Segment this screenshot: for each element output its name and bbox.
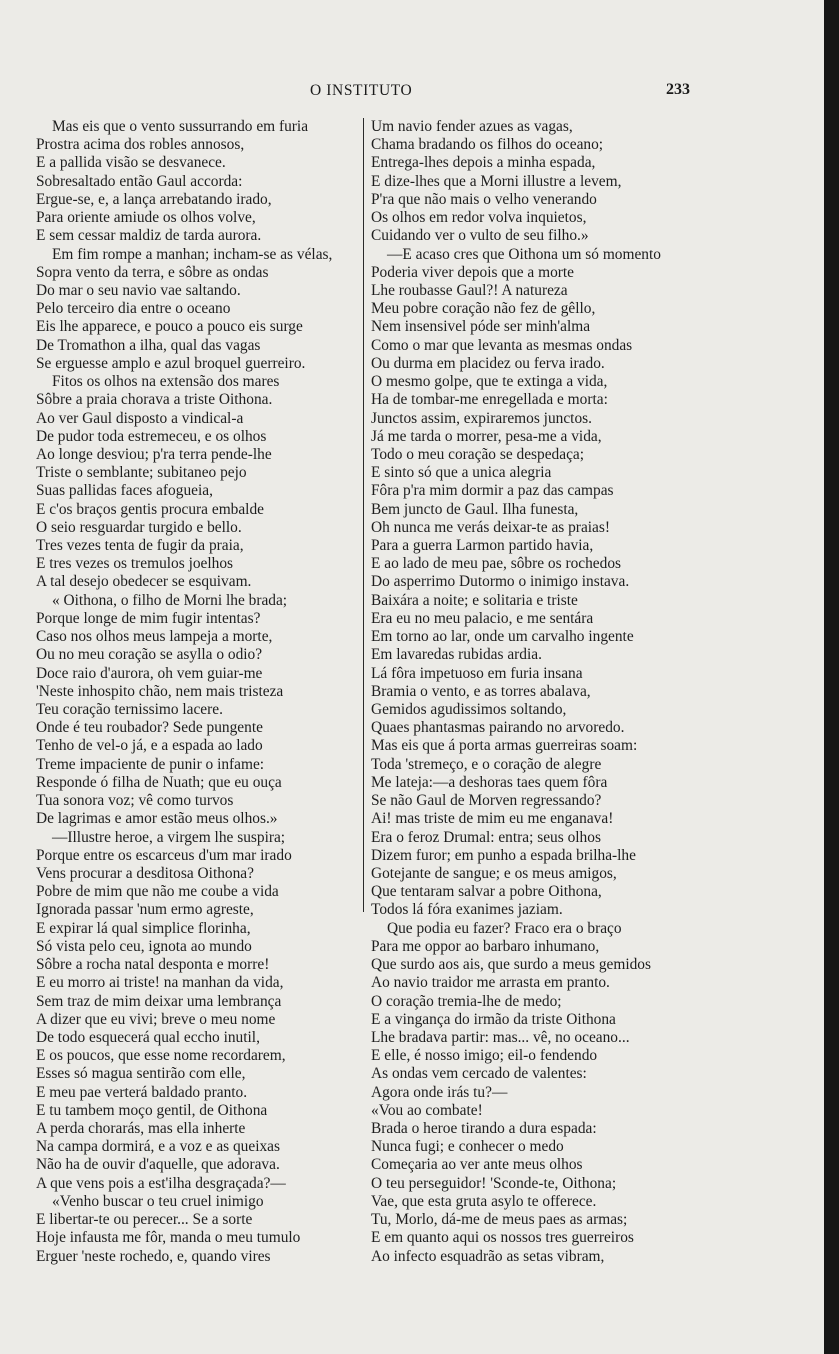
verse-line: A dizer que eu vivi; breve o meu nome <box>36 1010 276 1028</box>
verse-line: De Tromathon a ilha, qual das vagas <box>36 336 261 354</box>
verse-line: O mesmo golpe, que te extinga a vida, <box>371 373 608 391</box>
verse-line: Erguer 'neste rochedo, e, quando vires <box>36 1247 271 1265</box>
verse-line: Me lateja:—a deshoras taes quem fôra <box>371 773 608 791</box>
verse-line: Do asperrimo Dutormo o inimigo instava. <box>371 573 630 591</box>
verse-line: Mas eis que á porta armas guerreiras soam: <box>371 737 638 755</box>
verse-line: Mas eis que o vento sussurrando em furia <box>52 118 309 135</box>
verse-line: —Illustre heroe, a virgem lhe suspira; <box>52 828 286 846</box>
verse-line: Oh nunca me verás deixar-te as praias! <box>371 518 610 536</box>
verse-line: Em torno ao lar, onde um carvalho ingente <box>371 628 634 646</box>
verse-line: E sinto só que a unica alegria <box>371 464 552 482</box>
column-divider <box>363 118 364 912</box>
verse-line: Onde é teu roubador? Sede pungente <box>36 719 263 737</box>
verse-line: Prostra acima dos robles annosos, <box>36 136 245 154</box>
verse-line: Meu pobre coração não fez de gêllo, <box>371 300 596 318</box>
verse-line: Lhe roubasse Gaul?! A natureza <box>371 281 568 299</box>
verse-line: Triste o semblante; subitaneo pejo <box>36 464 247 482</box>
verse-line: Só vista pelo ceu, ignota ao mundo <box>36 937 252 955</box>
scan-edge <box>824 0 839 1354</box>
verse-line: E os poucos, que esse nome recordarem, <box>36 1047 286 1065</box>
verse-line: Porque longe de mim fugir intentas? <box>36 609 261 627</box>
verse-line: Como o mar que levanta as mesmas ondas <box>371 336 633 354</box>
right-column <box>371 118 693 1266</box>
verse-line: Pobre de mim que não me coube a vida <box>36 883 279 901</box>
verse-line: E expirar lá qual simplice florinha, <box>36 919 251 937</box>
verse-line: Junctos assim, expiraremos junctos. <box>371 409 592 427</box>
verse-line: De todo esquecerá qual eccho inutil, <box>36 1028 260 1046</box>
verse-line: E tu tambem moço gentil, de Oithona <box>36 1101 268 1119</box>
verse-line: E sem cessar maldiz de tarda aurora. <box>36 227 262 245</box>
verse-line: Toda 'stremeço, e o coração de alegre <box>371 755 602 773</box>
verse-line: Pelo terceiro dia entre o oceano <box>36 300 231 318</box>
verse-line: Ao ver Gaul disposto a vindical-a <box>36 409 244 427</box>
verse-line: Gemidos agudissimos soltando, <box>371 701 567 718</box>
verse-line: De pudor toda estremeceu, e os olhos <box>36 427 267 445</box>
left-column <box>36 118 358 1266</box>
verse-line: E meu pae verterá baldado pranto. <box>36 1083 248 1101</box>
verse-line: E a vingança do irmão da triste Oithona <box>371 1010 616 1028</box>
verse-line: Tres vezes tenta de fugir da praia, <box>36 537 244 555</box>
verse-line: E em quanto aqui os nossos tres guerreiros <box>371 1229 634 1247</box>
verse-line: Começaria ao ver ante meus olhos <box>371 1156 583 1174</box>
verse-line: Para me oppor ao barbaro inhumano, <box>371 937 600 955</box>
verse-line: Treme impaciente de punir o infame: <box>36 755 265 773</box>
verse-line: Para a guerra Larmon partido havia, <box>371 537 594 555</box>
verse-line: Era eu no meu palacio, e me sentára <box>371 609 594 627</box>
verse-line: Que podia eu fazer? Fraco era o braço <box>387 919 622 937</box>
verse-line: E ao lado de meu pae, sôbre os rochedos <box>371 555 622 573</box>
verse-line: Ha de tombar-me enregellada e morta: <box>371 391 608 409</box>
verse-line: Bramia o vento, e as torres abalava, <box>371 682 591 700</box>
verse-line: Se erguesse amplo e azul broquel guerreiro. <box>36 354 306 372</box>
verse-line: Ignorada passar 'num ermo agreste, <box>36 901 254 919</box>
verse-line: Era o feroz Drumal: entra; seus olhos <box>371 828 601 846</box>
verse-line: Fôra p'ra mim dormir a paz das campas <box>371 482 614 500</box>
verse-line: Do mar o seu navio vae saltando. <box>36 281 241 299</box>
verse-line: Eis lhe apparece, e pouco a pouco eis surge <box>36 318 303 336</box>
verse-line: Poderia viver depois que a morte <box>371 263 575 281</box>
verse-line: Que surdo aos ais, que surdo a meus gemidos <box>371 956 651 974</box>
verse-line: Hoje infausta me fôr, manda o meu tumulo <box>36 1229 301 1247</box>
verse-line: Dizem furor; em punho a espada brilha-lhe <box>371 846 636 864</box>
verse-line: A perda chorarás, mas ella inherte <box>36 1120 246 1138</box>
verse-line: Tenho de vel-o já, e a espada ao lado <box>36 737 263 755</box>
verse-line: Se não Gaul de Morven regressando? <box>371 792 602 810</box>
verse-line: « Oithona, o filho de Morni lhe brada; <box>52 591 288 609</box>
verse-line: Baixára a noite; e solitaria e triste <box>371 591 578 609</box>
verse-line: E libertar-te ou perecer... Se a sorte <box>36 1211 253 1229</box>
verse-line: A tal desejo obedecer se esquivam. <box>36 573 252 591</box>
verse-line: Doce raio d'aurora, oh vem guiar-me <box>36 664 263 682</box>
verse-line: Cuidando ver o vulto de seu filho.» <box>371 227 589 245</box>
verse-line: Na campa dormirá, e a voz e as queixas <box>36 1138 281 1156</box>
verse-line: Sopra vento da terra, e sôbre as ondas <box>36 263 269 281</box>
verse-line: Não ha de ouvir d'aquelle, que adorava. <box>36 1156 280 1174</box>
verse-line: E c'os braços gentis procura embalde <box>36 500 264 518</box>
verse-line: Sem traz de mim deixar uma lembrança <box>36 992 282 1010</box>
verse-line: Vens procurar a desditosa Oithona? <box>36 864 254 882</box>
verse-line: Lá fôra impetuoso em furia insana <box>371 664 583 682</box>
verse-line: Teu coração ternissimo lacere. <box>36 701 223 718</box>
verse-line: Todo o meu coração se despedaça; <box>371 445 585 463</box>
verse-line: Sôbre a rocha natal desponta e morre! <box>36 956 270 974</box>
verse-line: Responde ó filha de Nuath; que eu ouça <box>36 773 282 791</box>
verse-line: As ondas vem cercado de valentes: <box>371 1065 587 1083</box>
verse-line: Gotejante de sangue; e os meus amigos, <box>371 864 617 882</box>
verse-line: Em lavaredas rubidas ardia. <box>371 646 542 664</box>
verse-line: Esses só magua sentirão com elle, <box>36 1065 246 1083</box>
verse-line: Ou durma em placidez ou ferva irado. <box>371 354 605 372</box>
verse-line: Em fim rompe a manhan; incham-se as vélas, <box>52 245 333 263</box>
verse-line: Porque entre os escarceus d'um mar irado <box>36 846 292 864</box>
verse-line: Já me tarda o morrer, pesa-me a vida, <box>371 427 602 445</box>
verse-line: Todos lá fóra exanimes jaziam. <box>371 901 563 919</box>
verse-line: E tres vezes os tremulos joelhos <box>36 555 234 573</box>
verse-line: Caso nos olhos meus lampeja a morte, <box>36 628 273 646</box>
verse-line: Os olhos em redor volva inquietos, <box>371 209 587 227</box>
verse-line: Ao infecto esquadrão as setas vibram, <box>371 1247 605 1265</box>
verse-line: Que tentaram salvar a pobre Oithona, <box>371 883 602 901</box>
verse-line: E dize-lhes que a Morni illustre a levem, <box>371 172 622 190</box>
verse-line: Tua sonora voz; vê como turvos <box>36 792 234 810</box>
verse-line: Para oriente amiude os olhos volve, <box>36 209 256 227</box>
verse-line: Brada o heroe tirando a dura espada: <box>371 1120 597 1138</box>
verse-line: 'Neste inhospito chão, nem mais tristeza <box>36 682 284 700</box>
verse-line: Quaes phantasmas pairando no arvoredo. <box>371 719 625 737</box>
verse-line: Ao longe desviou; p'ra terra pende-lhe <box>36 445 272 463</box>
verse-line: E a pallida visão se desvanece. <box>36 154 226 172</box>
verse-line: A que vens pois a est'ilha desgraçada?— <box>36 1174 286 1192</box>
verse-line: E elle, é nosso imigo; eil-o fendendo <box>371 1047 598 1065</box>
verse-line: Sobresaltado então Gaul accorda: <box>36 172 243 190</box>
verse-line: Vae, que esta gruta asylo te offerece. <box>371 1192 597 1210</box>
verse-line: E eu morro ai triste! na manhan da vida, <box>36 974 284 992</box>
verse-line: Nem insensivel póde ser minh'alma <box>371 318 591 336</box>
verse-line: Lhe bradava partir: mas... vê, no oceano... <box>371 1028 630 1046</box>
verse-line: Agora onde irás tu?— <box>371 1083 508 1101</box>
verse-line: Ergue-se, e, a lança arrebatando irado, <box>36 190 272 208</box>
page-number: 233 <box>666 81 690 98</box>
verse-line: —E acaso cres que Oithona um só momento <box>387 245 661 263</box>
verse-line: Sôbre a praia chorava a triste Oithona. <box>36 391 273 409</box>
verse-line: «Venho buscar o teu cruel inimigo <box>52 1192 264 1210</box>
verse-line: Tu, Morlo, dá-me de meus paes as armas; <box>371 1211 628 1229</box>
running-title: O INSTITUTO <box>310 82 413 99</box>
verse-line: Um navio fender azues as vagas, <box>371 118 573 135</box>
verse-line: P'ra que não mais o velho venerando <box>371 190 597 208</box>
verse-line: O teu perseguidor! 'Sconde-te, Oithona; <box>371 1174 617 1192</box>
verse-line: Ao navio traidor me arrasta em pranto. <box>371 974 610 992</box>
verse-line: Fitos os olhos na extensão dos mares <box>52 373 280 391</box>
verse-line: De lagrimas e amor estão meus olhos.» <box>36 810 278 828</box>
verse-line: Ou no meu coração se asylla o odio? <box>36 646 263 664</box>
verse-line: Bem juncto de Gaul. Ilha funesta, <box>371 500 579 518</box>
verse-line: Chama bradando os filhos do oceano; <box>371 136 604 154</box>
verse-line: O seio resguardar turgido e bello. <box>36 518 242 536</box>
verse-line: Nunca fugi; e conhecer o medo <box>371 1138 564 1156</box>
verse-line: Entrega-lhes depois a minha espada, <box>371 154 596 172</box>
verse-line: Suas pallidas faces afogueia, <box>36 482 213 500</box>
verse-line: O coração tremia-lhe de medo; <box>371 992 562 1010</box>
verse-line: Ai! mas triste de mim eu me enganava! <box>371 810 614 828</box>
verse-line: «Vou ao combate! <box>371 1101 483 1119</box>
